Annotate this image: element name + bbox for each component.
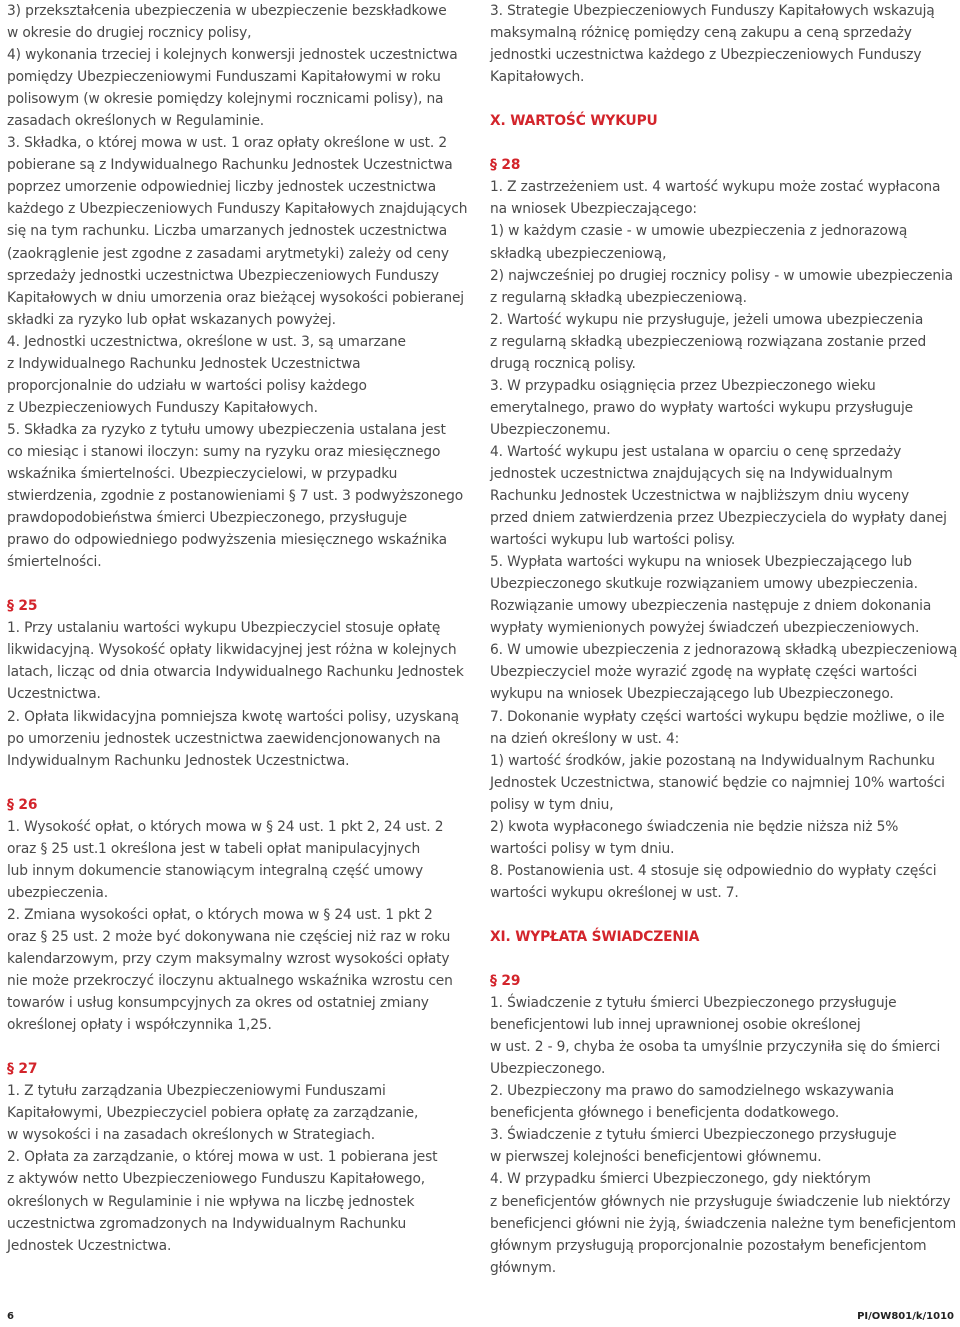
text-line: sprzedaży jednostki uczestnictwa Ubezpieczeniowych Funduszy [7,267,439,284]
section-heading: X. WARTOŚĆ WYKUPU [490,113,658,130]
text-line: wskaźnika śmiertelności. Ubezpieczycielowi, w przypadku [7,465,398,482]
text-line: beneficjenta głównego i beneficjenta dodatkowego. [490,1105,840,1122]
text-line: z beneficjentów głównych nie przysługuje świadczenie lub niektórzy [490,1193,951,1210]
text-line: Ubezpieczyciel może wyrazić zgodę na wypłatę części wartości [490,664,918,681]
text-line: Jednostek Uczestnictwa, stanowić będzie co najmniej 10% wartości [490,774,945,791]
text-line: 1. Z tytułu zarządzania Ubezpieczeniowymi Funduszami [7,1083,386,1100]
text-line: 3. W przypadku osiągnięcia przez Ubezpieczonego wieku [490,377,876,394]
text-line: 3. Świadczenie z tytułu śmierci Ubezpieczonego przysługuje [490,1127,897,1144]
text-line: Kapitałowymi, Ubezpieczyciel pobiera opłatę za zarządzanie, [7,1105,419,1122]
text-line: lub innym dokumencie stanowiącym integralną część umowy [7,862,423,879]
text-line: 6. W umowie ubezpieczenia z jednorazową składką ubezpieczeniową [490,642,958,659]
text-line: określonej opłaty i współczynnika 1,25. [7,1017,272,1034]
text-line: 1) w każdym czasie - w umowie ubezpieczenia z jednorazową [490,223,908,240]
text-line: ubezpieczenia. [7,884,108,901]
text-line: śmiertelności. [7,554,102,571]
text-line: Uczestnictwa. [7,686,101,703]
text-line: się na tym rachunku. Liczba umarzanych jednostek uczestnictwa [7,223,448,240]
left-column [7,0,475,1257]
text-line: Jednostek Uczestnictwa. [7,1237,172,1254]
text-line: głównym przysługują proporcjonalnie pozostałym beneficjentom [490,1237,927,1254]
text-line: w wysokości i na zasadach określonych w Strategiach. [7,1127,375,1144]
text-line: drugą rocznicą polisy. [490,355,636,372]
text-line: co miesiąc i stanowi iloczyn: sumy na ryzyku oraz miesięcznego [7,443,441,460]
text-line: beneficjentowi lub innej uprawnionej osobie określonej [490,1017,861,1034]
text-line: 1) wartość środków, jakie pozostaną na Indywidualnym Rachunku [490,752,935,769]
section-heading: § 29 [490,973,521,990]
text-line: 3. Składka, o której mowa w ust. 1 oraz opłaty określone w ust. 2 [7,135,448,152]
text-line: prawdopodobieństwa śmierci Ubezpieczonego, przysługuje [7,510,407,527]
section-heading: § 26 [7,796,38,813]
text-line: jednostek uczestnictwa znajdujących się na Indywidualnym [490,465,893,482]
text-line: wypłaty wymienionych powyżej świadczeń ubezpieczeniowych. [490,620,920,637]
text-line: wartości wykupu określonej w ust. 7. [490,884,739,901]
text-line: (zaokrąglenie jest zgodne z zasadami arytmetyki) zależy od ceny [7,245,449,262]
text-line: wartości polisy w tym dniu. [490,840,675,857]
text-line: 7. Dokonanie wypłaty części wartości wykupu będzie możliwe, o ile [490,708,945,725]
text-line: 2. Opłata za zarządzanie, o której mowa w ust. 1 pobierana jest [7,1149,438,1166]
text-line: po umorzeniu jednostek uczestnictwa zaewidencjonowanych na [7,730,441,747]
spacer [490,132,956,154]
text-line: oraz § 25 ust. 2 może być dokonywana nie częściej niż raz w roku [7,928,451,945]
text-line: określonych w Regulaminie i nie wpływa na liczbę jednostek [7,1193,415,1210]
text-line: emerytalnego, prawo do wypłaty wartości wykupu przysługuje [490,399,913,416]
text-line: maksymalną różnicę pomiędzy ceną zakupu a ceną sprzedaży [490,25,912,42]
text-line: 2. Wartość wykupu nie przysługuje, jeżeli umowa ubezpieczenia [490,311,924,328]
text-line: pobierane są z Indywidualnego Rachunku Jednostek Uczestnictwa [7,157,453,174]
text-line: 3) przekształcenia ubezpieczenia w ubezpieczenie bezskładkowe [7,3,447,19]
text-line: prawo do odpowiedniego podwyższenia miesięcznego wskaźnika [7,532,447,549]
text-line: przed dniem zatwierdzenia przez Ubezpieczyciela do wypłaty danej [490,510,947,527]
text-line: 2) kwota wypłaconego świadczenia nie będzie niższa niż 5% [490,818,899,835]
text-line: w okresie do drugiej rocznicy polisy, [7,25,252,42]
text-line: Indywidualnym Rachunku Jednostek Uczestnictwa. [7,752,350,769]
text-line: składki za ryzyko lub opłat wskazanych powyżej. [7,311,336,328]
text-line: z Indywidualnego Rachunku Jednostek Uczestnictwa [7,355,361,372]
text-line: pomiędzy Ubezpieczeniowymi Funduszami Kapitałowymi w roku [7,69,441,86]
text-line: nie może przekroczyć iloczynu aktualnego wskaźnika wzrostu cen [7,973,453,990]
spacer [490,88,956,110]
spacer [7,772,475,794]
text-line: oraz § 25 ust.1 określona jest w tabeli opłat manipulacyjnych [7,840,421,857]
section-heading: § 28 [490,157,521,174]
section-heading: § 25 [7,598,38,615]
text-line: na dzień określony w ust. 4: [490,730,680,747]
text-line: 2) najwcześniej po drugiej rocznicy polisy - w umowie ubezpieczenia [490,267,953,284]
section-heading: § 27 [7,1061,38,1078]
spacer [7,573,475,595]
section-heading: XI. WYPŁATA ŚWIADCZENIA [490,928,700,945]
text-line: 4. Wartość wykupu jest ustalana w oparciu o cenę sprzedaży [490,443,902,460]
document-code: PI/OW801/k/1010 [857,1311,954,1322]
spacer [490,904,956,926]
text-line: kalendarzowym, przy czym maksymalny wzrost wysokości opłaty [7,951,450,968]
text-line: w ust. 2 - 9, chyba że osoba ta umyślnie przyczyniła się do śmierci [490,1039,941,1056]
text-line: na wniosek Ubezpieczającego: [490,201,697,218]
text-line: 3. Strategie Ubezpieczeniowych Funduszy Kapitałowych wskazują [490,3,935,19]
text-line: 1. Przy ustalaniu wartości wykupu Ubezpieczyciel stosuje opłatę [7,620,441,637]
text-line: 5. Składka za ryzyko z tytułu umowy ubezpieczenia ustalana jest [7,421,446,438]
text-line: 2. Ubezpieczony ma prawo do samodzielnego wskazywania [490,1083,895,1100]
text-line: Kapitałowych w dniu umorzenia oraz bieżącej wysokości pobieranej [7,289,464,306]
text-line: Rachunku Jednostek Uczestnictwa w najbliższym dniu wyceny [490,488,910,505]
text-line: Rozwiązanie umowy ubezpieczenia następuje z dniem dokonania [490,598,932,615]
text-line: wykupu na wniosek Ubezpieczającego lub Ubezpieczonego. [490,686,894,703]
text-line: 2. Opłata likwidacyjna pomniejsza kwotę wartości polisy, uzyskaną [7,708,459,725]
text-line: Ubezpieczonego skutkuje rozwiązaniem umowy ubezpieczenia. [490,576,918,593]
text-line: składką ubezpieczeniową, [490,245,667,262]
page-number: 6 [7,1311,14,1322]
text-line: likwidacyjną. Wysokość opłaty likwidacyjnej jest różna w kolejnych [7,642,457,659]
text-line: polisy w tym dniu, [490,796,614,813]
text-line: wartości wykupu lub wartości polisy. [490,532,736,549]
text-line: 8. Postanowienia ust. 4 stosuje się odpowiednio do wypłaty części [490,862,937,879]
text-line: Ubezpieczonego. [490,1061,606,1078]
text-line: uczestnictwa zgromadzonych na Indywidualnym Rachunku [7,1215,407,1232]
text-line: głównym. [490,1259,556,1276]
text-line: polisowym (w okresie pomiędzy kolejnymi rocznicami polisy), na [7,91,444,108]
text-line: 4. Jednostki uczestnictwa, określone w ust. 3, są umarzane [7,333,406,350]
right-column [490,0,956,1279]
text-line: 2. Zmiana wysokości opłat, o których mowa w § 24 ust. 1 pkt 2 [7,906,433,923]
text-line: 5. Wypłata wartości wykupu na wniosek Ubezpieczającego lub [490,554,912,571]
text-line: z Ubezpieczeniowych Funduszy Kapitałowych. [7,399,318,416]
text-line: z regularną składką ubezpieczeniową rozwiązana zostanie przed [490,333,927,350]
text-line: z regularną składką ubezpieczeniową. [490,289,747,306]
text-line: 4. W przypadku śmierci Ubezpieczonego, gdy niektórym [490,1171,871,1188]
spacer [490,948,956,970]
text-line: 1. Świadczenie z tytułu śmierci Ubezpieczonego przysługuje [490,995,897,1012]
text-line: latach, licząc od dnia otwarcia Indywidualnego Rachunku Jednostek [7,664,464,681]
text-line: 4) wykonania trzeciej i kolejnych konwersji jednostek uczestnictwa [7,47,458,64]
text-line: każdego z Ubezpieczeniowych Funduszy Kapitałowych znajdujących [7,201,468,218]
text-line: poprzez umorzenie odpowiedniej liczby jednostek uczestnictwa [7,179,437,196]
text-line: Ubezpieczonemu. [490,421,611,438]
text-line: 1. Z zastrzeżeniem ust. 4 wartość wykupu może zostać wypłacona [490,179,941,196]
text-line: z aktywów netto Ubezpieczeniowego Funduszu Kapitałowego, [7,1171,426,1188]
text-line: zasadach określonych w Regulaminie. [7,113,265,130]
spacer [7,1036,475,1058]
text-line: stwierdzenia, zgodnie z postanowieniami § 7 ust. 3 podwyższonego [7,488,464,505]
text-line: jednostki uczestnictwa każdego z Ubezpieczeniowych Funduszy [490,47,922,64]
text-line: w pierwszej kolejności beneficjentowi głównemu. [490,1149,822,1166]
text-line: proporcjonalnie do udziału w wartości polisy każdego [7,377,367,394]
text-line: Kapitałowych. [490,69,585,86]
text-line: towarów i usług konsumpcyjnych za okres od ostatniej zmiany [7,995,429,1012]
text-line: 1. Wysokość opłat, o których mowa w § 24 ust. 1 pkt 2, 24 ust. 2 [7,818,444,835]
text-line: beneficjenci główni nie żyją, świadczenia należne tym beneficjentom [490,1215,957,1232]
